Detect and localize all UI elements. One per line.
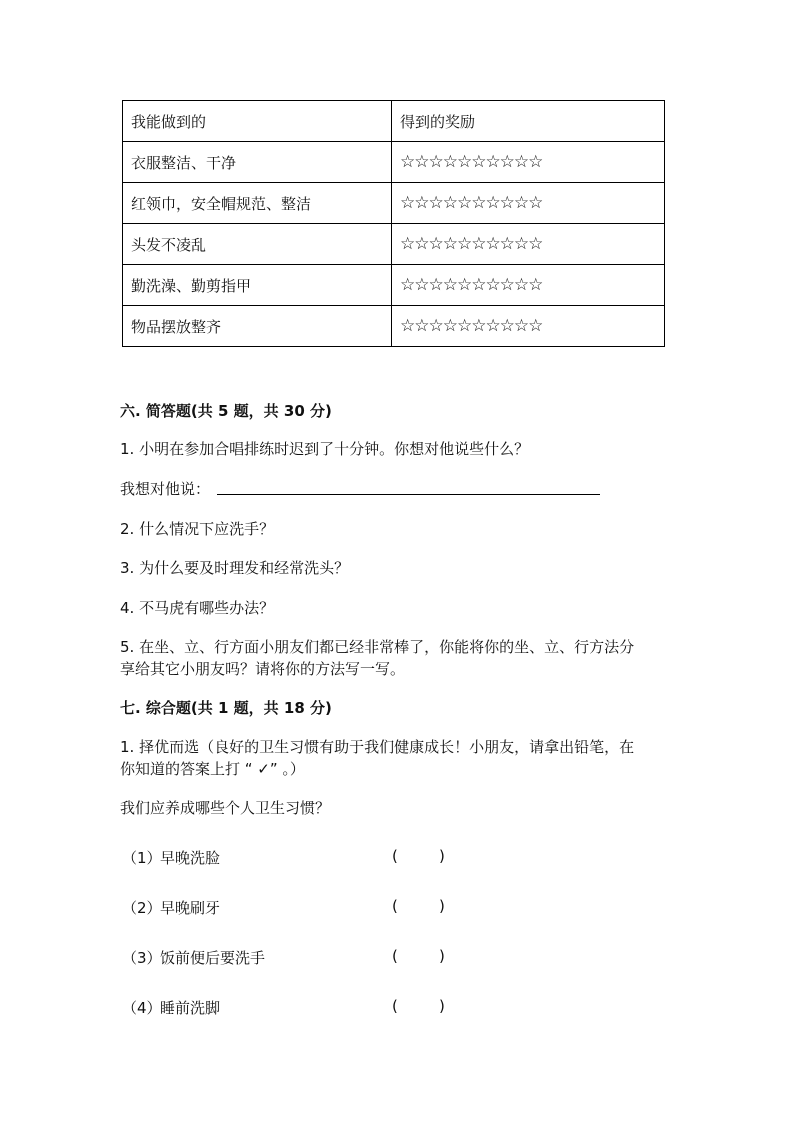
table-cell-item: 红领巾，安全帽规范、整洁 — [123, 183, 392, 224]
bracket-open: ( — [392, 897, 398, 915]
table-row — [123, 306, 665, 347]
table-header-row — [123, 101, 665, 142]
table-cell-item: 头发不凌乱 — [123, 224, 392, 265]
option-text: 早晚刷牙 — [160, 899, 221, 917]
bracket-open: ( — [392, 847, 398, 865]
table-row — [123, 183, 665, 224]
section-6-title: 六. 简答题(共 5 题，共 30 分) — [120, 402, 332, 420]
option-number: （4） — [122, 999, 162, 1017]
section-7-title: 七. 综合题(共 1 题，共 18 分) — [120, 699, 332, 717]
table-cell-stars: ☆☆☆☆☆☆☆☆☆☆ — [392, 306, 665, 347]
question-6-4: 4. 不马虎有哪些办法？ — [120, 599, 275, 617]
rewards-table — [122, 100, 665, 347]
table-row — [123, 265, 665, 306]
table-cell-stars: ☆☆☆☆☆☆☆☆☆☆ — [392, 142, 665, 183]
question-6-2: 2. 什么情况下应洗手？ — [120, 520, 275, 538]
table-row — [123, 224, 665, 265]
table-header-cell: 我能做到的 — [123, 101, 392, 142]
question-7-1-line2: 你知道的答案上打 “ ✓” 。） — [120, 760, 305, 778]
option-number: （2） — [122, 899, 162, 917]
option-number: （1） — [122, 849, 162, 867]
option-text: 饭前便后要洗手 — [160, 949, 266, 967]
table-header-cell: 得到的奖励 — [392, 101, 665, 142]
question-6-3: 3. 为什么要及时理发和经常洗头？ — [120, 559, 350, 577]
bracket-close: ) — [439, 997, 445, 1015]
question-6-5-line1: 5. 在坐、立、行方面小朋友们都已经非常棒了，你能将你的坐、立、行方法分 — [120, 638, 635, 656]
question-7-prompt: 我们应养成哪些个人卫生习惯？ — [120, 799, 331, 817]
table-cell-item: 勤洗澡、勤剪指甲 — [123, 265, 392, 306]
question-7-1-line1: 1. 择优而选（良好的卫生习惯有助于我们健康成长！小朋友，请拿出铅笔，在 — [120, 738, 635, 756]
question-6-5-line2: 享给其它小朋友吗？请将你的方法写一写。 — [120, 660, 406, 678]
bracket-close: ) — [439, 947, 445, 965]
option-text: 睡前洗脚 — [160, 999, 221, 1017]
table-cell-stars: ☆☆☆☆☆☆☆☆☆☆ — [392, 183, 665, 224]
table-cell-item: 物品摆放整齐 — [123, 306, 392, 347]
table-cell-stars: ☆☆☆☆☆☆☆☆☆☆ — [392, 224, 665, 265]
bracket-open: ( — [392, 947, 398, 965]
option-text: 早晚洗脸 — [160, 849, 221, 867]
table-cell-stars: ☆☆☆☆☆☆☆☆☆☆ — [392, 265, 665, 306]
bracket-close: ) — [439, 897, 445, 915]
answer-blank-line[interactable] — [217, 494, 600, 495]
bracket-close: ) — [439, 847, 445, 865]
table-cell-item: 衣服整洁、干净 — [123, 142, 392, 183]
bracket-open: ( — [392, 997, 398, 1015]
table-row — [123, 142, 665, 183]
question-6-1: 1. 小明在参加合唱排练时迟到了十分钟。你想对他说些什么？ — [120, 440, 530, 458]
answer-prompt: 我想对他说： — [120, 480, 211, 498]
option-number: （3） — [122, 949, 162, 967]
